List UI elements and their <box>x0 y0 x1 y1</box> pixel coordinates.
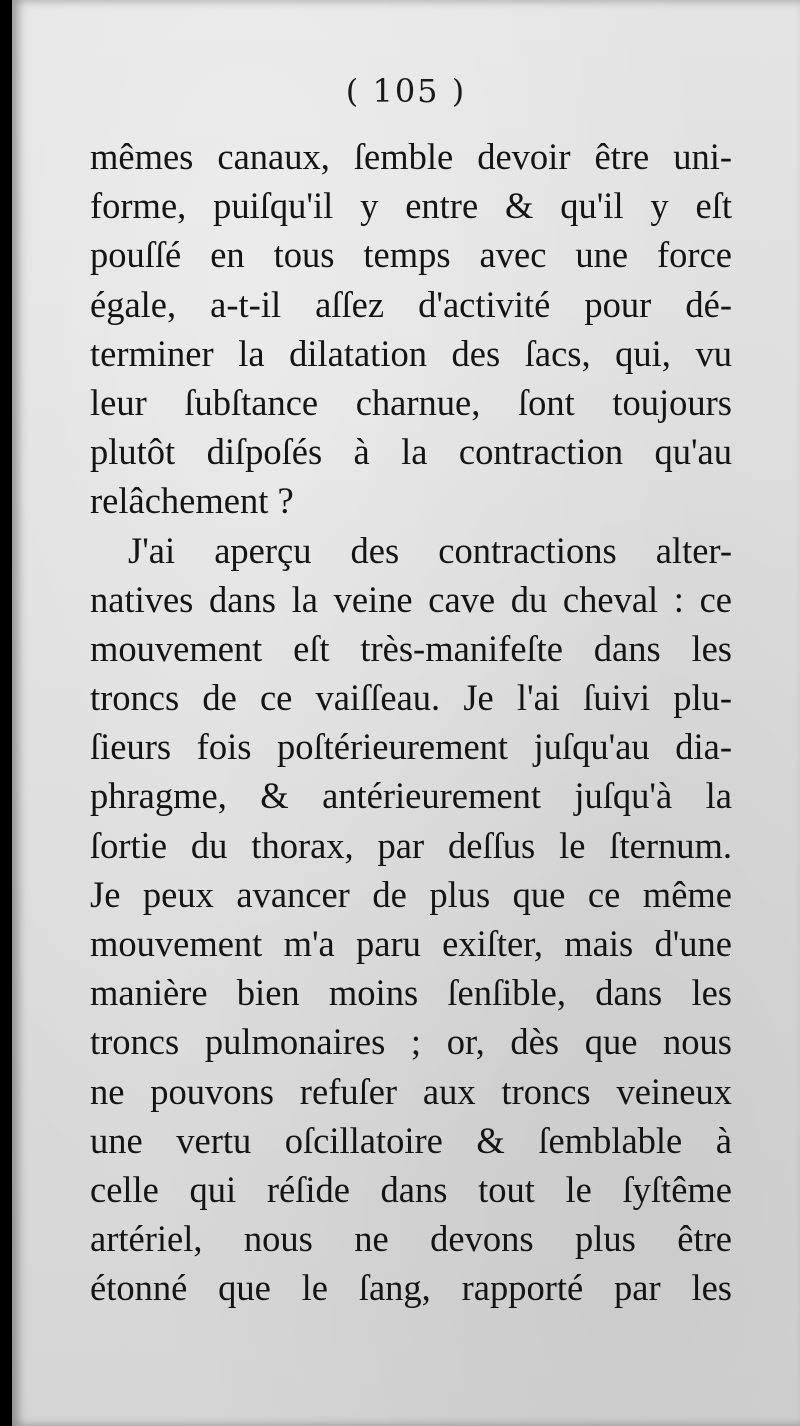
text-line: celle qui réſide dans tout le ſyſtême <box>90 1168 732 1210</box>
text-line: leur ſubſtance charnue, ſont toujours <box>90 381 732 423</box>
text-line: troncs de ce vaiſſeau. Je l'ai ſuivi plu- <box>90 677 732 719</box>
text-line: ne pouvons refuſer aux troncs veineux <box>90 1070 732 1112</box>
text-line: J'ai aperçu des contractions alter- <box>128 529 732 571</box>
text-line: pouſſé en tous temps avec une force <box>90 234 732 276</box>
text-line: ſortie du thorax, par deſſus le ſternum. <box>90 824 732 866</box>
text-line: une vertu oſcillatoire & ſemblable à <box>90 1119 732 1161</box>
text-line: natives dans la veine cave du cheval : ce <box>90 578 732 620</box>
text-line: terminer la dilatation des ſacs, qui, vu <box>90 332 732 374</box>
text-line: troncs pulmonaires ; or, dès que nous <box>90 1021 732 1063</box>
text-line: Je peux avancer de plus que ce même <box>90 873 732 915</box>
text-line: ſieurs fois poſtérieurement juſqu'au dia- <box>90 726 732 768</box>
page-number: ( 105 ) <box>345 72 467 110</box>
text-line: égale, a-t-il aſſez d'activité pour dé- <box>90 283 732 325</box>
text-line: relâchement ? <box>90 480 294 522</box>
text-line: plutôt diſpoſés à la contraction qu'au <box>90 431 732 473</box>
text-line: mouvement eſt très-manifeſte dans les <box>90 627 732 669</box>
text-line: mouvement m'a paru exiſter, mais d'une <box>90 923 732 964</box>
text-line: phragme, & antérieurement juſqu'à la <box>90 775 732 817</box>
text-line: forme, puiſqu'il y entre & qu'il y eſt <box>90 185 732 227</box>
book-page <box>12 0 800 1426</box>
body-text <box>90 132 732 1313</box>
text-line: étonné que le ſang, rapporté par les <box>90 1267 732 1309</box>
text-line: artériel, nous ne devons plus être <box>90 1218 732 1260</box>
text-line: manière bien moins ſenſible, dans les <box>90 972 732 1014</box>
text-line: mêmes canaux, ſemble devoir être uni- <box>90 136 732 177</box>
